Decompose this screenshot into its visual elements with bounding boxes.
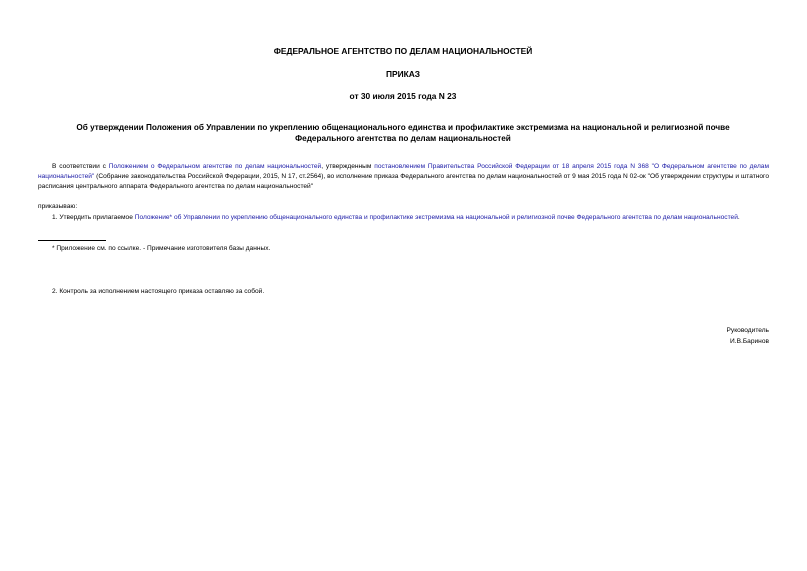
preamble-text-2: , утвержденным [321, 163, 375, 170]
regulation-link[interactable]: Положением о Федеральном агентстве по делам национальностей [108, 163, 322, 170]
document-type: ПРИКАЗ [385, 69, 421, 79]
agency-heading: ФЕДЕРАЛЬНОЕ АГЕНТСТВО ПО ДЕЛАМ НАЦИОНАЛЬНОСТЕЙ [273, 46, 533, 56]
document-title [38, 122, 768, 144]
government-decree-link[interactable]: постановлением Правительства Российской Федерации от 18 апреля 2015 года N 368 "О Федеральном агентстве по делам национальностей" [38, 163, 770, 180]
document-date-number: от 30 июля 2015 года N 23 [349, 91, 457, 101]
preamble-text-1: В соответствии с [52, 163, 109, 170]
order-item-1-text: 1. Утвердить прилагаемое [52, 214, 135, 221]
document-title-line-1: Об утверждении Положения об Управлении по укреплению общенационального единства и профилактике экстремизма на национальной и религиозной почве [76, 123, 730, 132]
order-word: приказываю: [38, 203, 78, 210]
order-item-2: 2. Контроль за исполнением настоящего приказа оставляю за собой. [52, 288, 265, 295]
preamble-paragraph [38, 162, 769, 192]
preamble-text-3: (Собрание законодательства Российской Федерации, 2015, N 17, ст.2564), во исполнение приказа Федерального агентства по делам национальностей от 9 мая 2015 года N 02-ок "Об утверждении структуры и штатного расписания центрального аппарата Федерального агентства по делам национальностей" [38, 173, 769, 190]
signatory-name: И.В.Баринов [730, 338, 769, 345]
footnote-divider [38, 240, 106, 241]
attached-regulation-link[interactable]: Положение* об Управлении по укреплению общенационального единства и профилактике экстремизма на национальной и религиозной почве Федерального агентства по делам национальностей [134, 214, 738, 221]
footnote: * Приложение см. по ссылке. - Примечание изготовителя базы данных. [52, 245, 271, 252]
document-title-line-2: Федерального агентства по делам национальностей [295, 134, 511, 143]
order-item-1 [38, 213, 769, 223]
signatory-position: Руководитель [726, 327, 769, 334]
order-item-1-end: . [737, 214, 740, 221]
